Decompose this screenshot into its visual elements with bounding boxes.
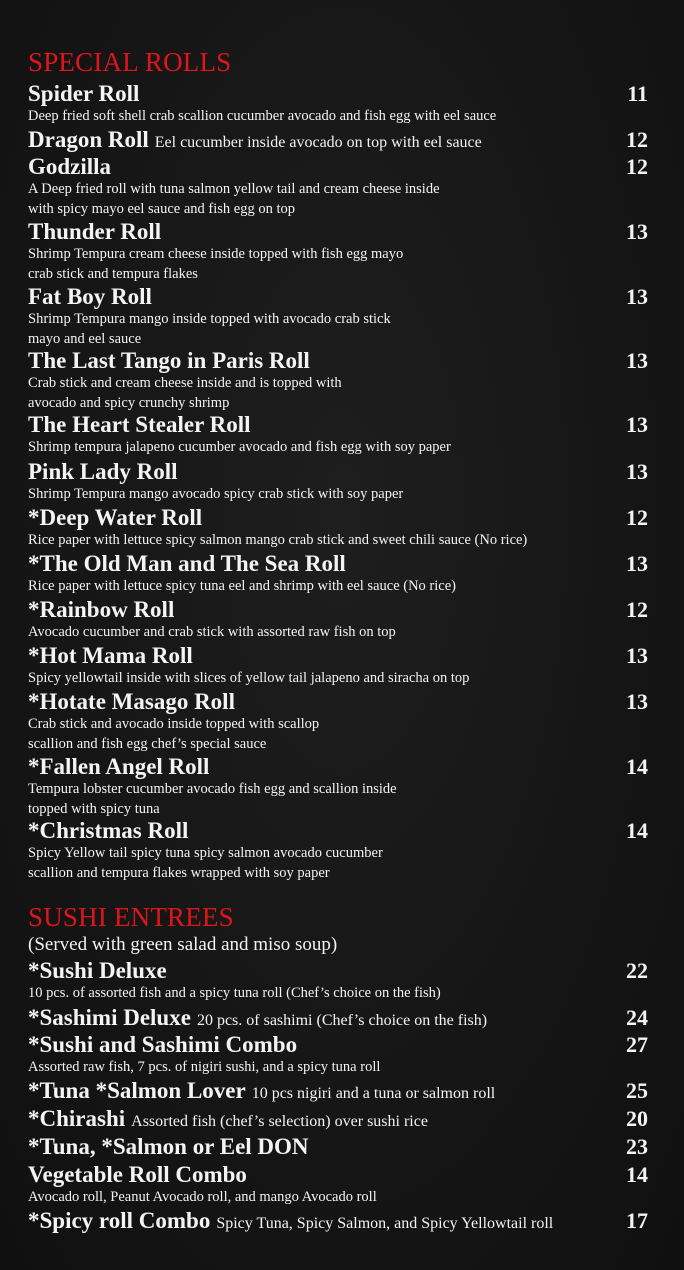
item-price: 14 xyxy=(626,1162,648,1187)
item-price: 12 xyxy=(626,154,648,179)
item-name: Spider Roll xyxy=(28,81,140,106)
item-price: 14 xyxy=(626,818,648,843)
section-title-sushi-entrees: SUSHI ENTREES xyxy=(28,902,234,932)
item-name: Dragon Roll xyxy=(28,127,149,152)
item-price: 12 xyxy=(626,127,648,152)
item-name: *Tuna *Salmon Lover xyxy=(28,1078,246,1103)
item-description: Deep fried soft shell crab scallion cucumber avocado and fish egg with eel sauce xyxy=(28,108,497,124)
section-title-special-rolls: SPECIAL ROLLS xyxy=(28,47,232,77)
menu-item xyxy=(28,1078,648,1104)
item-description: Shrimp Tempura cream cheese inside topped with fish egg mayo xyxy=(28,246,404,262)
item-price: 25 xyxy=(626,1078,648,1103)
item-price: 13 xyxy=(626,689,648,714)
item-description: Assorted raw fish, 7 pcs. of nigiri sushi, and a spicy tuna roll xyxy=(28,1059,381,1075)
item-description: Avocado roll, Peanut Avocado roll, and mango Avocado roll xyxy=(28,1189,377,1205)
menu-item xyxy=(28,1106,648,1132)
item-price: 13 xyxy=(626,459,648,484)
item-price: 20 xyxy=(626,1106,648,1131)
item-description: Avocado cucumber and crab stick with assorted raw fish on top xyxy=(28,624,396,640)
item-price: 13 xyxy=(626,412,648,437)
menu-item xyxy=(28,1162,648,1208)
item-price: 12 xyxy=(626,597,648,622)
item-description-line2: avocado and spicy crunchy shrimp xyxy=(28,394,230,411)
item-price: 13 xyxy=(626,284,648,309)
item-description: Shrimp Tempura mango avocado spicy crab stick with soy paper xyxy=(28,486,404,502)
menu-item xyxy=(28,81,648,127)
menu-item xyxy=(28,551,648,597)
menu-item xyxy=(28,219,648,284)
menu-item xyxy=(28,127,648,153)
item-price: 14 xyxy=(626,754,648,779)
item-name: *Spicy roll Combo xyxy=(28,1208,211,1233)
section-subtitle: (Served with green salad and miso soup) xyxy=(28,934,338,955)
item-price: 17 xyxy=(626,1208,648,1233)
item-description: Rice paper with lettuce spicy tuna eel and shrimp with eel sauce (No rice) xyxy=(28,578,456,594)
item-description: Spicy Tuna, Spicy Salmon, and Spicy Yellowtail roll xyxy=(216,1215,554,1232)
item-description-line2: with spicy mayo eel sauce and fish egg on top xyxy=(28,200,295,217)
item-description: 10 pcs. of assorted fish and a spicy tuna roll (Chef’s choice on the fish) xyxy=(28,985,441,1001)
item-description: Assorted fish (chef’s selection) over sushi rice xyxy=(131,1113,428,1130)
item-name: *Deep Water Roll xyxy=(28,505,203,530)
item-name: *Sushi Deluxe xyxy=(28,958,167,983)
item-name: Vegetable Roll Combo xyxy=(28,1162,247,1187)
menu-item xyxy=(28,958,648,1004)
item-price: 24 xyxy=(626,1005,648,1030)
item-name: Godzilla xyxy=(28,154,112,179)
item-name: *Hot Mama Roll xyxy=(28,643,193,668)
item-description: Crab stick and avocado inside topped with scallop xyxy=(28,716,320,732)
item-name: *Christmas Roll xyxy=(28,818,189,843)
item-price: 13 xyxy=(626,643,648,668)
item-price: 12 xyxy=(626,505,648,530)
item-name: *Sushi and Sashimi Combo xyxy=(28,1032,298,1057)
item-name: Fat Boy Roll xyxy=(28,284,152,309)
item-description-line2: crab stick and tempura flakes xyxy=(28,265,198,282)
item-description-line2: topped with spicy tuna xyxy=(28,800,160,817)
item-description: Spicy Yellow tail spicy tuna spicy salmon avocado cucumber xyxy=(28,845,383,861)
item-name: *Hotate Masago Roll xyxy=(28,689,235,714)
menu-item xyxy=(28,1208,648,1234)
menu-item xyxy=(28,689,648,754)
item-description: 20 pcs. of sashimi (Chef’s choice on the fish) xyxy=(196,1012,488,1029)
item-description: Shrimp tempura jalapeno cucumber avocado and fish egg with soy paper xyxy=(28,439,451,455)
menu-item xyxy=(28,818,648,883)
item-name: *The Old Man and The Sea Roll xyxy=(28,551,346,576)
item-name: *Fallen Angel Roll xyxy=(28,754,210,779)
item-name: *Sashimi Deluxe xyxy=(28,1005,191,1030)
item-price: 23 xyxy=(626,1134,648,1159)
menu-item xyxy=(28,1005,648,1031)
menu-item xyxy=(28,348,648,413)
item-name: The Heart Stealer Roll xyxy=(28,412,251,437)
item-description: A Deep fried roll with tuna salmon yellow tail and cream cheese inside xyxy=(28,181,440,197)
menu-item xyxy=(28,154,648,219)
item-name: *Tuna, *Salmon or Eel DON xyxy=(28,1134,309,1159)
item-name: Thunder Roll xyxy=(28,219,162,244)
item-description: 10 pcs nigiri and a tuna or salmon roll xyxy=(251,1085,496,1102)
menu-item xyxy=(28,643,648,689)
menu-item xyxy=(28,505,648,551)
item-description-line2: scallion and tempura flakes wrapped with soy paper xyxy=(28,864,330,881)
item-description: Crab stick and cream cheese inside and is topped with xyxy=(28,375,342,391)
item-price: 22 xyxy=(626,958,648,983)
menu-item xyxy=(28,1032,648,1078)
item-price: 13 xyxy=(626,219,648,244)
item-price: 27 xyxy=(626,1032,648,1057)
menu-item xyxy=(28,597,648,643)
item-price: 11 xyxy=(627,81,648,106)
item-description-line2: mayo and eel sauce xyxy=(28,330,142,347)
item-price: 13 xyxy=(626,348,648,373)
menu-item xyxy=(28,1134,648,1160)
item-description: Shrimp Tempura mango inside topped with avocado crab stick xyxy=(28,311,391,327)
item-price: 13 xyxy=(626,551,648,576)
item-name: *Chirashi xyxy=(28,1106,126,1131)
menu-item xyxy=(28,459,648,505)
item-description: Tempura lobster cucumber avocado fish egg and scallion inside xyxy=(28,781,397,797)
item-description-line2: scallion and fish egg chef’s special sauce xyxy=(28,735,267,752)
menu-item xyxy=(28,754,648,819)
item-name: Pink Lady Roll xyxy=(28,459,178,484)
item-description: Eel cucumber inside avocado on top with eel sauce xyxy=(154,134,482,151)
item-name: *Rainbow Roll xyxy=(28,597,175,622)
item-description: Spicy yellowtail inside with slices of yellow tail jalapeno and siracha on top xyxy=(28,670,470,686)
item-description: Rice paper with lettuce spicy salmon mango crab stick and sweet chili sauce (No rice) xyxy=(28,532,528,548)
menu-item xyxy=(28,412,648,458)
menu-item xyxy=(28,284,648,349)
item-name: The Last Tango in Paris Roll xyxy=(28,348,310,373)
